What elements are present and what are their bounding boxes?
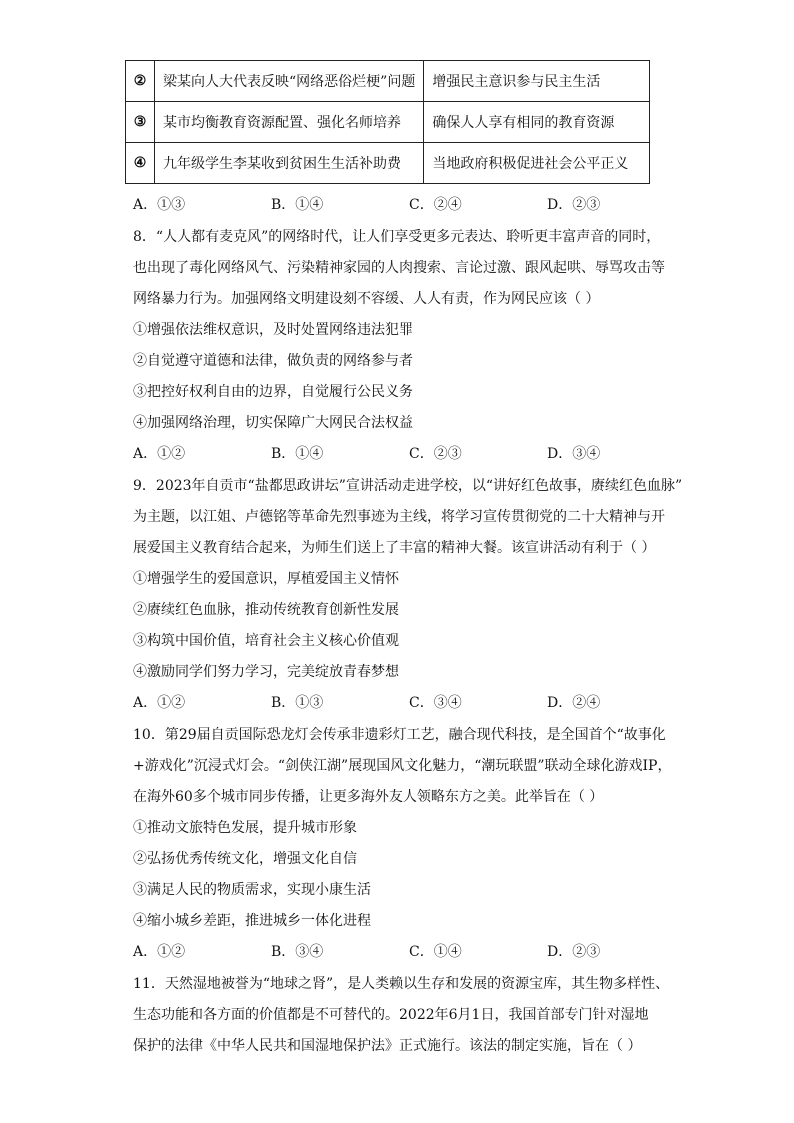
row-number: ③	[126, 102, 155, 143]
q9-option: ③构筑中国价值，培育社会主义核心价值观	[133, 633, 399, 649]
q8-option: ②自觉遵守道德和法律，做负责的网络参与者	[133, 353, 413, 369]
choice-c[interactable]: C．①④	[409, 944, 462, 960]
q10-stem-line: +游戏化”沉浸式灯会。“剑侠江湖”展现国风文化魅力，“潮玩联盟”联动全球化游戏IP，	[133, 758, 672, 774]
q8-option: ①增强依法维权意识，及时处置网络违法犯罪	[133, 322, 413, 338]
q11-stem-line: 保护的法律《中华人民共和国湿地保护法》正式施行。该法的制定实施，旨在（ ）	[133, 1038, 642, 1054]
row-number: ②	[126, 61, 155, 102]
row-meaning: 确保人人享有相同的教育资源	[424, 102, 650, 143]
choice-d[interactable]: D．②③	[547, 197, 601, 213]
q11-stem-line: 11．天然湿地被誉为“地球之肾”，是人类赖以生存和发展的资源宝库，其生物多样性、	[133, 976, 670, 992]
row-meaning: 当地政府积极促进社会公平正义	[424, 143, 650, 184]
choice-c[interactable]: C．③④	[409, 695, 462, 711]
choice-c[interactable]: C．②④	[409, 197, 462, 213]
q10-option: ③满足人民的物质需求，实现小康生活	[133, 882, 371, 898]
row-meaning: 增强民主意识参与民主生活	[424, 61, 650, 102]
row-event: 九年级学生李某收到贫困生生活补助费	[155, 143, 424, 184]
choice-a[interactable]: A．①②	[133, 944, 186, 960]
scenario-table	[125, 60, 650, 184]
row-event: 梁某向人大代表反映“网络恶俗烂梗”问题	[155, 61, 424, 102]
q10-option: ②弘扬优秀传统文化，增强文化自信	[133, 851, 357, 867]
q8-option: ④加强网络治理，切实保障广大网民合法权益	[133, 415, 413, 431]
q11-stem-line: 生态功能和各方面的价值都是不可替代的。2022年6月1日，我国首部专门针对湿地	[133, 1007, 649, 1023]
q9-stem-line: 为主题，以江姐、卢德铭等革命先烈事迹为主线，将学习宣传贯彻党的二十大精神与开	[133, 509, 665, 525]
row-number: ④	[126, 143, 155, 184]
choice-a[interactable]: A．①③	[133, 197, 186, 213]
q8-stem-line: 也出现了毒化网络风气、污染精神家园的人肉搜索、言论过激、跟风起哄、辱骂攻击等	[133, 260, 665, 276]
choice-d[interactable]: D．②④	[547, 695, 601, 711]
choice-d[interactable]: D．②③	[547, 944, 601, 960]
q10-stem-line: 在海外60多个城市同步传播，让更多海外友人领略东方之美。此举旨在（ ）	[133, 789, 604, 805]
choice-a[interactable]: A．①②	[133, 695, 186, 711]
q8-stem-line: 8．“人人都有麦克风”的网络时代，让人们享受更多元表达、聆听更丰富声音的同时，	[133, 229, 661, 245]
q9-stem-line: 9．2023年自贡市“盐都思政讲坛”宣讲活动走进学校，以“讲好红色故事，赓续红色血脉”	[133, 478, 683, 494]
q10-stem-line: 10．第29届自贡国际恐龙灯会传承非遗彩灯工艺，融合现代科技，是全国首个“故事化	[133, 727, 666, 743]
choice-b[interactable]: B．①④	[271, 446, 324, 462]
q9-option: ④激励同学们努力学习，完美绽放青春梦想	[133, 664, 399, 680]
choice-b[interactable]: B．③④	[271, 944, 324, 960]
choice-b[interactable]: B．①④	[271, 197, 324, 213]
q9-stem-line: 展爱国主义教育结合起来，为师生们送上了丰富的精神大餐。该宣讲活动有利于（ ）	[133, 540, 656, 556]
q9-option: ①增强学生的爱国意识，厚植爱国主义情怀	[133, 571, 399, 587]
choice-d[interactable]: D．③④	[547, 446, 601, 462]
row-event: 某市均衡教育资源配置、强化名师培养	[155, 102, 424, 143]
q9-option: ②赓续红色血脉，推动传统教育创新性发展	[133, 602, 399, 618]
q10-option: ①推动文旅特色发展，提升城市形象	[133, 820, 357, 836]
q8-stem-line: 网络暴力行为。加强网络文明建设刻不容缓、人人有责，作为网民应该（ ）	[133, 291, 600, 307]
table-row	[126, 61, 650, 102]
q10-option: ④缩小城乡差距，推进城乡一体化进程	[133, 913, 371, 929]
choice-c[interactable]: C．②③	[409, 446, 462, 462]
table-row	[126, 102, 650, 143]
q8-option: ③把控好权利自由的边界，自觉履行公民义务	[133, 384, 413, 400]
choice-b[interactable]: B．①③	[271, 695, 324, 711]
choice-a[interactable]: A．①②	[133, 446, 186, 462]
table-row	[126, 143, 650, 184]
